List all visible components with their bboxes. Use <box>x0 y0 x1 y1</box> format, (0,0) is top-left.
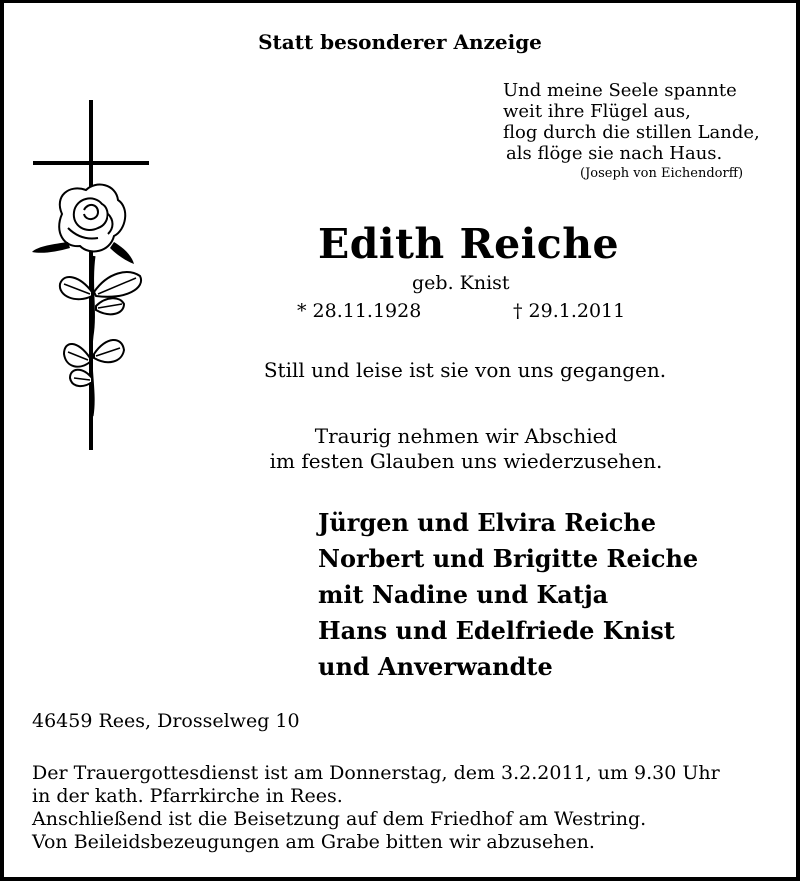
farewell-line: im festen Glauben uns wiederzusehen. <box>269 449 663 473</box>
passed-line: Still und leise ist sie von uns gegangen. <box>263 358 667 382</box>
service-line: in der kath. Pfarrkirche in Rees. <box>32 785 343 807</box>
address: 46459 Rees, Drosselweg 10 <box>32 710 300 732</box>
birth-date: * 28.11.1928 <box>297 300 422 322</box>
mourner-line: Hans und Edelfriede Knist <box>318 616 675 645</box>
poem-line: als flöge sie nach Haus. <box>506 143 723 164</box>
maiden-name: geb. Knist <box>412 272 510 294</box>
mourner-line: mit Nadine und Katja <box>318 580 609 609</box>
cross-with-rose-icon <box>24 96 164 456</box>
poem-line: flog durch die stillen Lande, <box>503 122 760 143</box>
service-line: Der Trauergottesdienst ist am Donnerstag, dem 3.2.2011, um 9.30 Uhr <box>32 762 720 784</box>
service-line: Von Beileidsbezeugungen am Grabe bitten wir abzusehen. <box>32 831 595 853</box>
deceased-name: Edith Reiche <box>318 220 620 268</box>
farewell-line: Traurig nehmen wir Abschied <box>314 424 618 448</box>
poem <box>503 80 760 164</box>
notice-heading: Statt besonderer Anzeige <box>258 30 542 54</box>
service-info <box>32 762 720 854</box>
farewell-text <box>0 424 800 474</box>
mourner-line: Jürgen und Elvira Reiche <box>318 508 657 537</box>
mourner-line: und Anverwandte <box>318 652 553 681</box>
poem-line: weit ihre Flügel aus, <box>503 101 691 122</box>
death-date: † 29.1.2011 <box>513 300 626 322</box>
mourners-list <box>318 505 698 685</box>
poem-author: (Joseph von Eichendorff) <box>580 166 744 181</box>
mourner-line: Norbert und Brigitte Reiche <box>318 544 699 573</box>
service-line: Anschließend ist die Beisetzung auf dem Friedhof am Westring. <box>32 808 647 830</box>
poem-line: Und meine Seele spannte <box>503 80 737 101</box>
